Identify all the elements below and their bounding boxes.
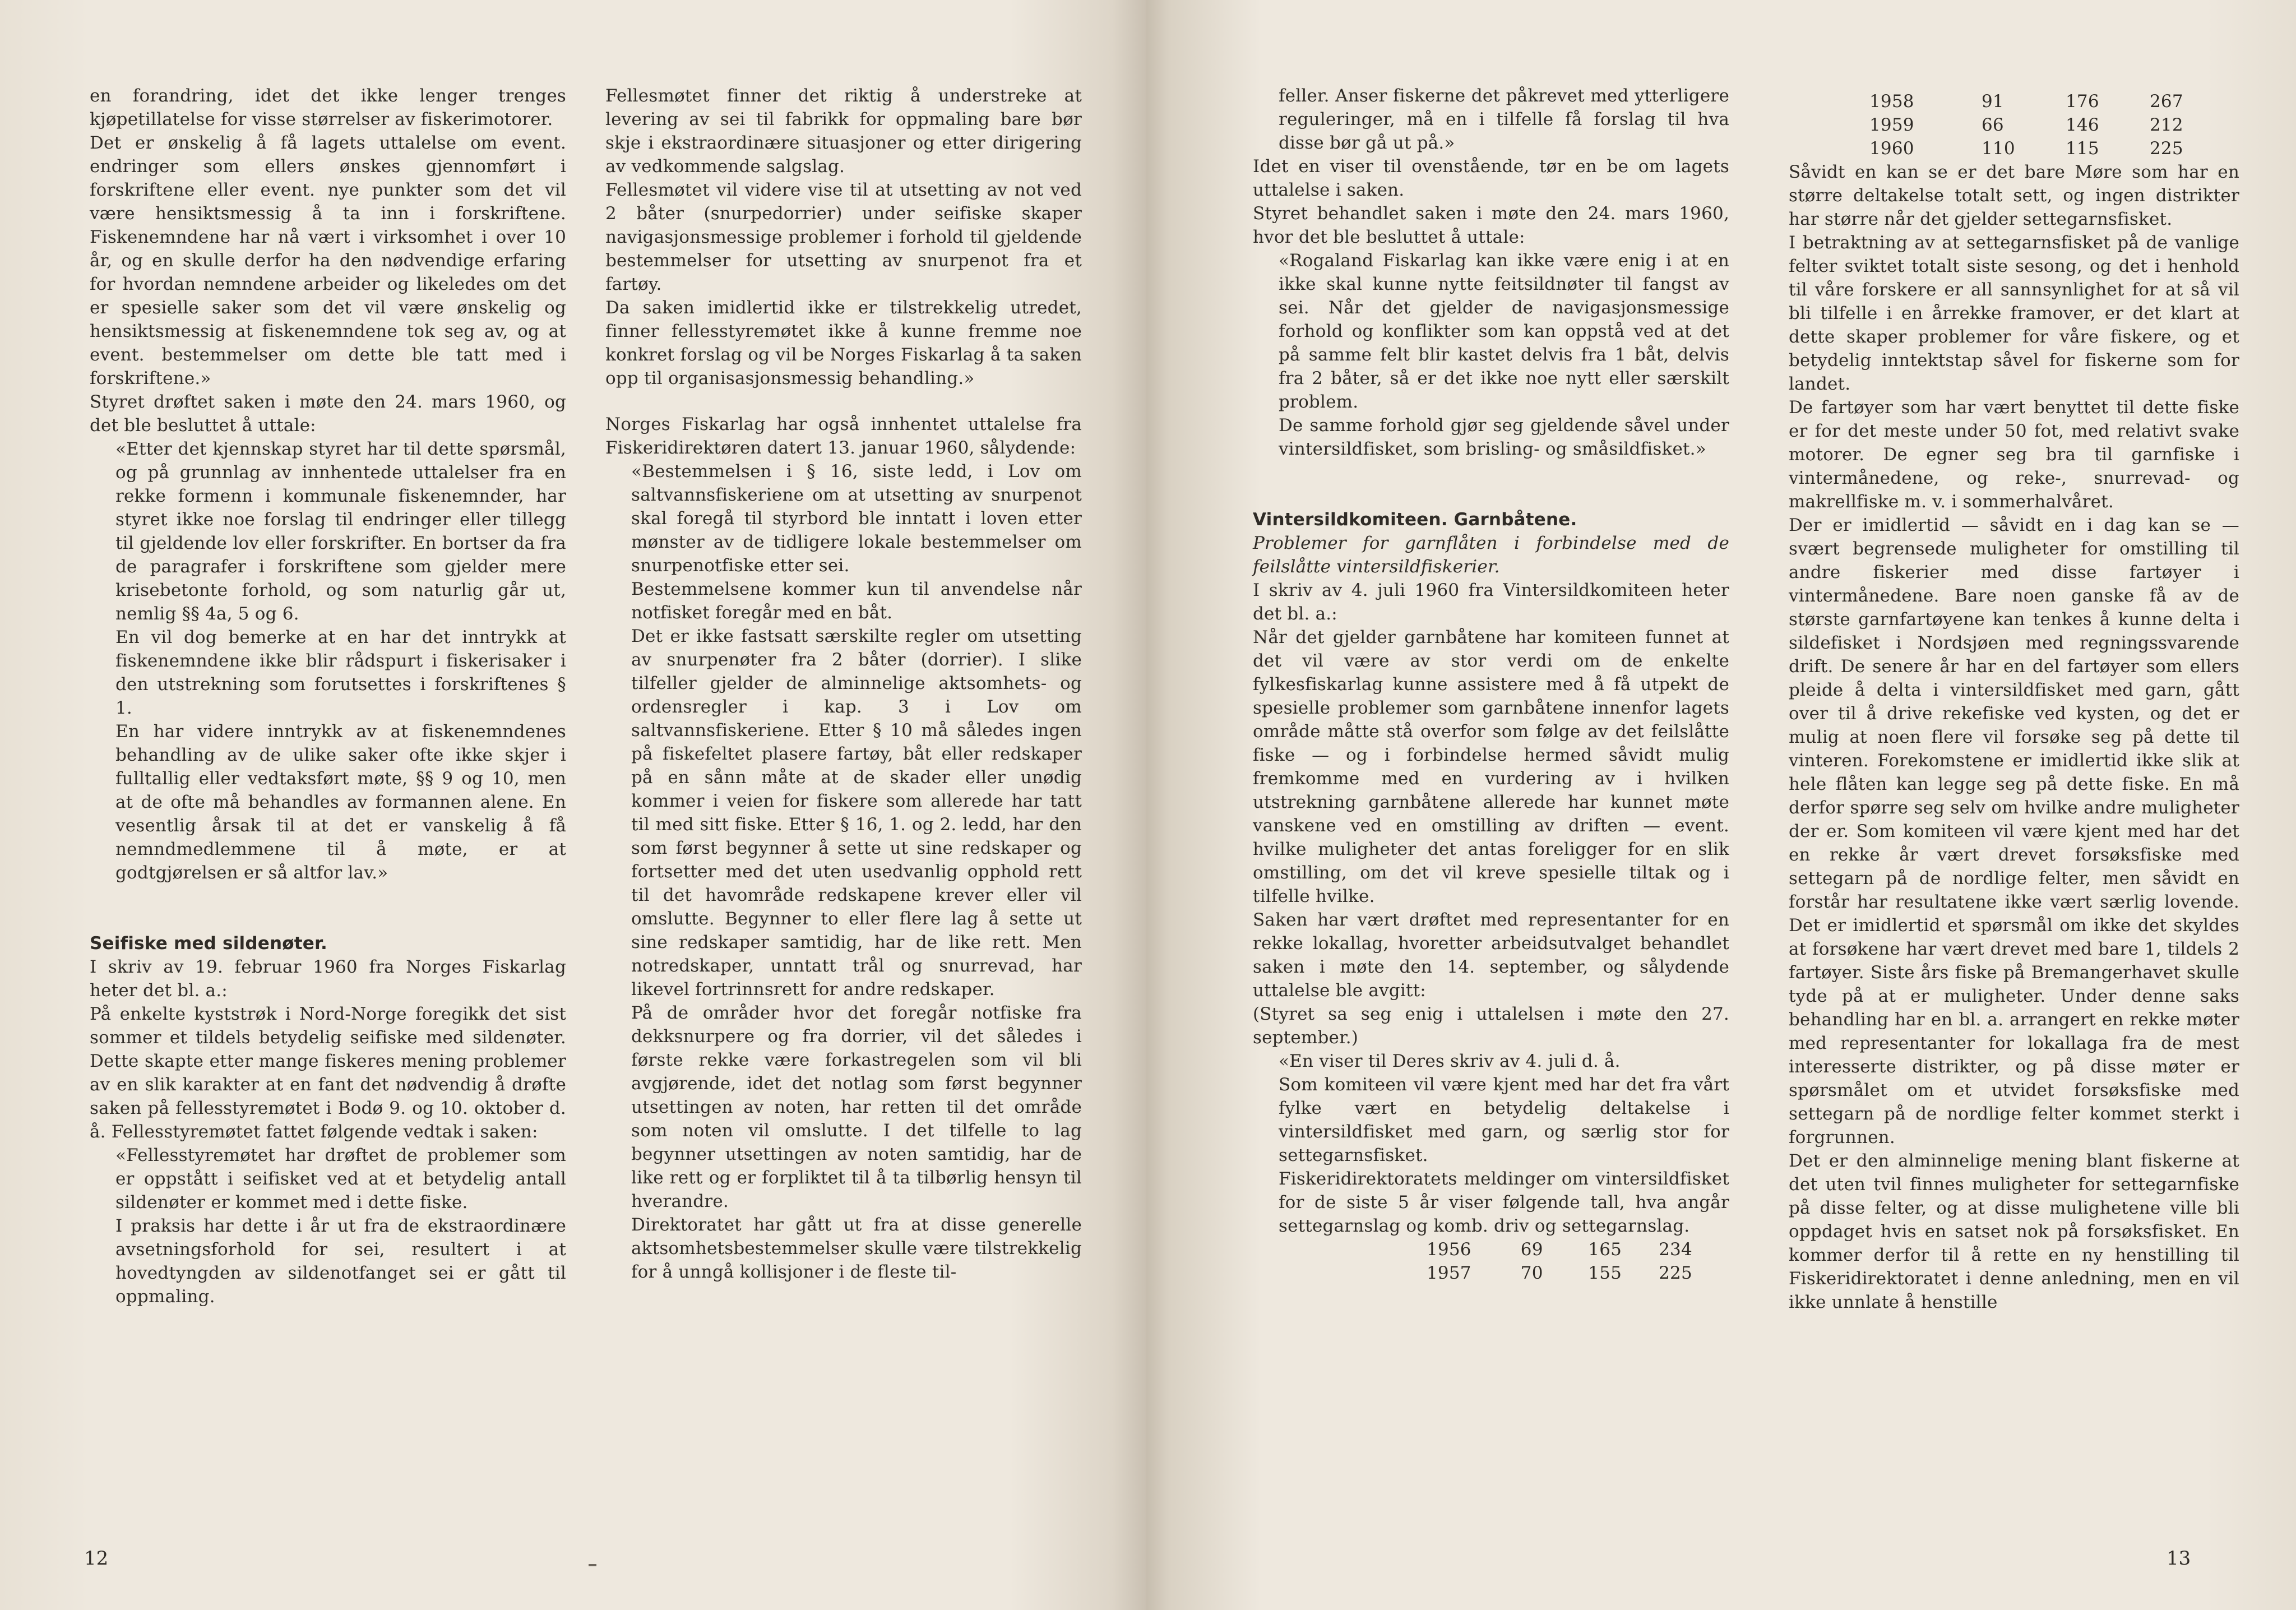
paragraph: I betraktning av at settegarnsfisket på de vanlige felter sviktet totalt siste sesong, og det i henhold til våre forskere er all sannsynlighet for at så vil bli tilfelle i en årrekke framover, er det klart at dette skaper problemer for våre fiskere, og et betydelig inntektstap såvel for fiskerne som for landet. — [1789, 233, 2239, 394]
paragraph: Det er den alminnelige mening blant fiskerne at det uten tvil finnes muligheter for settegarnfiske på disse felter, og at disse mulighetene ville bli oppdaget hvis en satset nok på forsøksfisket. En kommer derfor til å rette en ny henstilling til Fiskeridirektoratet i denne anledning, men en vil ikke unnlate å henstille — [1789, 1151, 2239, 1312]
paragraph: Det er ønskelig å få lagets uttalelse om event. endringer som ellers ønskes gjennomført i forskriftene eller event. nye punkter som det vil være hensiktsmessig å ta inn i forskriftene. Fiskenemndene har nå vært i virksomhet i over 10 år, og en skulle derfor ha den nødvendige erfaring for hvordan nemndene arbeider og likeledes om det er spesielle saker som det vil være ønskelig og hensiktsmessig at fiskenemndene tok seg av, og at event. bestemmelser om dette ble tatt med i forskriftene.» — [90, 133, 566, 388]
right-column-2 — [1763, 90, 2239, 1314]
paragraph: Der er imidlertid — såvidt en i dag kan se — svært begrensede muligheter for omstilling til andre fiskerier med disse fartøyer i vintermånedene. Bare noen ganske få av de største garnfartøyene kan tenkes å kunne delta i sildefisket i Nordsjøen med regningssvarende drift. De senere år har en del fartøyer som ellers pleide å delta i vintersildfisket med garn, gått over til å drive rekefiske ved kysten, og det er mulig at noen flere vil forsøke seg på dette til vinteren. Forekomstene er imidlertid ikke slik at hele flåten kan legge seg på dette fiske. En må derfor spørre seg selv om hvilke andre muligheter der er. Som komiteen vil være kjent med har det en rekke år vært drevet forsøksfiske med settegarn på de nordlige felter, men såvidt en forstår har resultatene ikke vært særlig lovende. Det er imidlertid et spørsmål om ikke det skyldes at forsøkene har vært drevet med bare 1, tildels 2 fartøyer. Siste års fiske på Bremangerhavet skulle tyde på at er muligheter. Under denne saks behandling har en bl. a. arrangert en rekke møter med representanter for lokallaga fra de mest interesserte distrikter, og på disse møter er spørsmålet om et utvidet forsøksfiske med settegarn på de nordlige felter kommet sterkt i forgrunnen. — [1789, 515, 2239, 1148]
table-row — [1869, 90, 2234, 113]
paragraph: Fiskeridirektoratets meldinger om vintersildfisket for de siste 5 år viser følgende tall, hva angår settegarnslag og komb. driv og settegarnslag. — [1279, 1169, 1729, 1236]
paragraph: Styret behandlet saken i møte den 24. mars 1960, hvor det ble besluttet å uttale: — [1253, 203, 1729, 247]
paragraph: Styret drøftet saken i møte den 24. mars 1960, og det ble besluttet å uttale: — [90, 392, 566, 436]
left-column-1 — [90, 84, 566, 1308]
table-cell: 1956 — [1427, 1239, 1471, 1260]
paragraph: De fartøyer som har vært benyttet til dette fiske er for det meste under 50 fot, med relativt svake motorer. De egner seg bra til garnfiske i vintermånedene, og reke-, snurrevad- og makrellfiske m. v. i sommerhalvåret. — [1789, 397, 2239, 512]
left-column-2 — [605, 84, 1082, 1284]
paragraph: en forandring, idet det ikke lenger trenges kjøpetillatelse for visse størrelser av fiskerimotorer. — [90, 86, 566, 129]
table-row — [1869, 113, 2234, 137]
section-spacer — [90, 885, 566, 932]
paragraph: På de områder hvor det foregår notfiske fra dekksnurpere og fra dorrier, vil det således i første rekke være forkastregelen som vil bli avgjørende, idet det notlag som først begynner utsettingen av noten, har retten til det område som noten vil omslutte. I det tilfelle to lag begynner utsettingen av noten samtidig, har de like rett og er forpliktet til å ta tilbørlig hensyn til hverandre. — [631, 1003, 1082, 1211]
table-cell: 66 — [1982, 115, 2004, 135]
table-cell: 110 — [1982, 138, 2015, 159]
statistics-table — [1427, 1238, 1729, 1285]
table-cell: 1957 — [1427, 1263, 1471, 1283]
paragraph: «Bestemmelsen i § 16, siste ledd, i Lov om saltvannsfiskeriene om at utsetting av snurpenot skal foregå til styrbord ble inntatt i loven etter mønster av de tidligere lokale bestemmelser om snurpenotfiske etter sei. — [631, 461, 1082, 576]
left-page — [0, 0, 1146, 1610]
paragraph: Direktoratet har gått ut fra at disse generelle aktsomhetsbestemmelser skulle være tilstrekkelig for å unngå kollisjoner i de fleste til- — [631, 1215, 1082, 1282]
table-cell: 165 — [1588, 1239, 1622, 1260]
paragraph: feller. Anser fiskerne det påkrevet med ytterligere reguleringer, må en i tilfelle få forslag til hva disse bør gå ut på.» — [1279, 86, 1729, 153]
table-cell: 225 — [1659, 1263, 1692, 1283]
paragraph: I praksis har dette i år ut fra de ekstraordinære avsetningsforhold for sei, resultert i at hovedtyngden av sildenotfanget sei er gått til oppmaling. — [115, 1216, 566, 1307]
paragraph: Bestemmelsene kommer kun til anvendelse når notfisket foregår med en båt. — [631, 579, 1082, 623]
table-cell: 267 — [2150, 91, 2183, 112]
table-cell: 176 — [2066, 91, 2099, 112]
paragraph: En har videre inntrykk av at fiskenemndenes behandling av de ulike saker ofte ikke skjer i fulltallig eller vedtaksført møte, §§ 9 og 10, men at de ofte må behandles av formannen alene. En vesentlig årsak til at det er vanskelig å få nemndmedlemmene til å møte, er at godtgjørelsen er så altfor lav.» — [115, 721, 566, 883]
paragraph-spacer — [605, 390, 1082, 413]
paragraph: Idet en viser til ovenstående, tør en be om lagets uttalelse i saken. — [1253, 156, 1729, 200]
paragraph: Saken har vært drøftet med representanter for en rekke lokallag, hvoretter arbeidsutvalget behandlet saken i møte den 14. september, og sålydende uttalelse ble avgitt: — [1253, 910, 1729, 1001]
right-column-1 — [1253, 84, 1729, 1285]
table-row — [1869, 137, 2234, 160]
page-mark — [589, 1564, 596, 1566]
paragraph: Når det gjelder garnbåtene har komiteen funnet at det vil være av stor verdi om de enkelte fylkesfiskarlag kunne assistere med å få utpekt de spesielle problemer som garnbåtene innenfor lagets område måtte stå overfor som følge av det feilslåtte fiske — og i forbindelse hermed såvidt mulig fremkomme med en vurdering av i hvilken utstrekning garnbåtene allerede har kunnet møte vanskene ved en omstilling av driften — event. hvilke muligheter det antas foreligger for en slik omstilling, om det vil kreve spesielle tiltak og i tilfelle hvilke. — [1253, 627, 1729, 906]
paragraph: Da saken imidlertid ikke er tilstrekkelig utredet, finner fellesstyremøtet ikke å kunne fremme noe konkret forslag og vil be Norges Fiskarlag å ta saken opp til organisasjonsmessig behandling.» — [605, 298, 1082, 388]
table-cell: 70 — [1520, 1263, 1543, 1283]
paragraph: Som komiteen vil være kjent med har det fra vårt fylke vært en betydelig deltakelse i vintersildfisket med garn, og særlig stor for settegarnsfisket. — [1279, 1075, 1729, 1165]
table-cell: 212 — [2150, 115, 2183, 135]
section-heading: Vintersildkomiteen. Garnbåtene. — [1253, 510, 1577, 530]
table-cell: 1958 — [1869, 91, 1914, 112]
paragraph: I skriv av 4. juli 1960 fra Vintersildkomiteen heter det bl. a.: — [1253, 580, 1729, 624]
paragraph: «En viser til Deres skriv av 4. juli d. å. — [1279, 1051, 1621, 1071]
table-cell: 115 — [2066, 138, 2099, 159]
paragraph: En vil dog bemerke at en har det inntrykk at fiskenemndene ikke blir rådspurt i fiskerisaker i den utstrekning som forutsettes i forskriftenes § 1. — [115, 627, 566, 718]
paragraph: (Styret sa seg enig i uttalelsen i møte den 27. september.) — [1253, 1004, 1729, 1048]
table-cell: 155 — [1588, 1263, 1622, 1283]
table-cell: 1960 — [1869, 138, 1914, 159]
paragraph: De samme forhold gjør seg gjeldende såvel under vintersildfisket, som brisling- og småsildfisket.» — [1279, 415, 1729, 459]
page-number-right: 13 — [2167, 1547, 2191, 1570]
paragraph: Fellesmøtet vil videre vise til at utsetting av not ved 2 båter (snurpedorrier) under seifiske skaper navigasjonsmessige problemer i forhold til gjeldende bestemmelser for utsetting av snurpenot fra et fartøy. — [605, 180, 1082, 294]
page-number-left: 12 — [84, 1547, 109, 1570]
table-cell: 1959 — [1869, 115, 1914, 135]
paragraph: Norges Fiskarlag har også innhentet uttalelse fra Fiskeridirektøren datert 13. januar 1960, sålydende: — [605, 414, 1082, 458]
paragraph: Såvidt en kan se er det bare Møre som har en større deltakelse totalt sett, og ingen distrikter har større når det gjelder settegarnsfisket. — [1789, 162, 2239, 229]
paragraph: Det er ikke fastsatt særskilte regler om utsetting av snurpenøter fra 2 båter (dorrier). I slike tilfeller gjelder de alminnelige aktsomhets- og ordensregler i kap. 3 i Lov om saltvannsfiskeriene. Etter § 10 må således ingen på fiskefeltet plasere fartøy, båt eller redskaper på en sånn måte at de skader eller unødig kommer i veien for fiskere som allerede har tatt til med sitt fiske. Etter § 16, 1. og 2. ledd, har den som først begynner å sette ut sine redskaper og fortsetter med det uten usedvanlig opphold rett til det havområde redskapene krever eller vil omslutte. Begynner to eller flere lag å sette ut sine redskaper samtidig, har de like rett. Men notredskaper, unntatt trål og snurrevad, har likevel fortrinnsrett for andre redskaper. — [631, 626, 1082, 1000]
paragraph: «Fellesstyremøtet har drøftet de problemer som er oppstått i seifisket ved at et betydelig antall sildenøter er kommet med i dette fiske. — [115, 1145, 566, 1213]
paragraph: På enkelte kyststrøk i Nord-Norge foregikk det sist sommer et tildels betydelig seifiske med sildenøter. Dette skapte etter mange fiskeres mening problemer av en slik karakter at en fant det nødvendig å drøfte saken på fellesstyremøtet i Bodø 9. og 10. oktober d. å. Fellesstyremøtet fattet følgende vedtak i saken: — [90, 1004, 566, 1142]
statistics-table — [1869, 90, 2234, 160]
table-cell: 146 — [2066, 115, 2099, 135]
paragraph: Fellesmøtet finner det riktig å understreke at levering av sei til fabrikk for oppmaling bare bør skje i ekstraordinære situasjoner og etter dirigering av vedkommende salgslag. — [605, 86, 1082, 177]
table-cell: 91 — [1982, 91, 2004, 112]
table-row — [1427, 1261, 1729, 1285]
section-subtitle: Problemer for garnflåten i forbindelse med de feilslåtte vintersildfiskerier. — [1253, 533, 1729, 577]
paragraph: «Rogaland Fiskarlag kan ikke være enig i at en ikke skal kunne nytte feitsildnøter til fangst av sei. Når det gjelder de navigasjonsmessige forhold og konflikter som kan oppstå ved at det på samme felt blir kastet delvis fra 1 båt, delvis fra 2 båter, så er det ikke noe nytt eller særskilt problem. — [1279, 251, 1729, 412]
table-cell: 69 — [1520, 1239, 1543, 1260]
section-spacer — [1253, 461, 1729, 508]
table-cell: 225 — [2150, 138, 2183, 159]
table-row — [1427, 1238, 1729, 1261]
paragraph: I skriv av 19. februar 1960 fra Norges Fiskarlag heter det bl. a.: — [90, 957, 566, 1001]
paragraph: «Etter det kjennskap styret har til dette spørsmål, og på grunnlag av innhentede uttalelser fra en rekke formenn i kommunale fiskenemnder, har styret ikke noe forslag til endringer eller tillegg til gjeldende lov eller forskrifter. En bortser da fra de paragrafer i forskriftene som gjelder mere krisebetonte forhold, og som naturlig går ut, nemlig §§ 4a, 5 og 6. — [115, 439, 566, 624]
table-cell: 234 — [1659, 1239, 1692, 1260]
section-heading: Seifiske med sildenøter. — [90, 933, 328, 954]
right-page — [1146, 0, 2296, 1610]
